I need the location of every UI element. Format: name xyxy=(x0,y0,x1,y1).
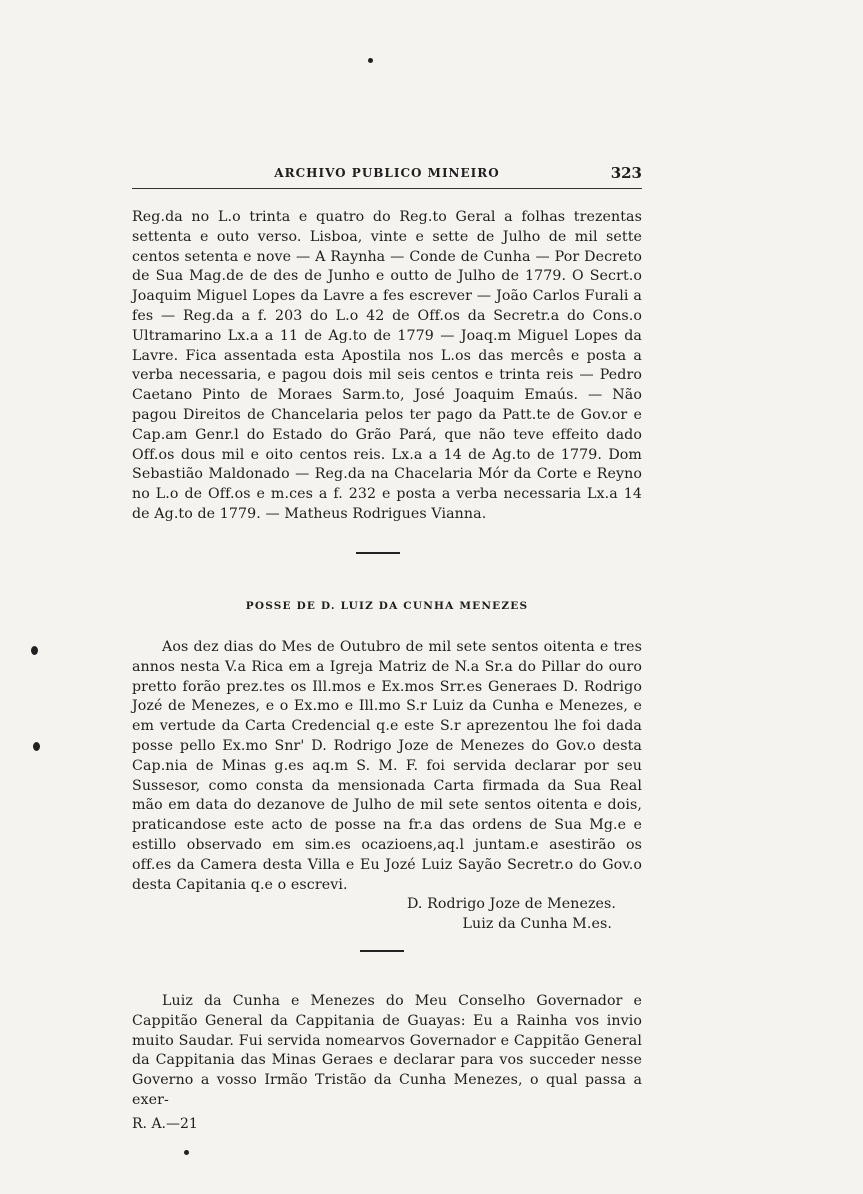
section-divider xyxy=(356,552,400,554)
ink-speck xyxy=(184,1150,189,1155)
paragraph-text: Luiz da Cunha e Menezes do Meu Conselho Governador e Cappitão General da Cappitania de Guayas: Eu a Rainha vos invio muito Saudar. Fui servida nomearvos Governador e Cappitão General da Cappitania das Minas Geraes e declarar para vos succeder nesse Governo a vosso Irmão Tristão da Cunha Menezes, o qual passa a exer- xyxy=(132,993,642,1108)
carta-paragraph xyxy=(132,992,642,1111)
apostila-paragraph xyxy=(132,208,642,525)
section-heading: POSSE DE D. LUIZ DA CUNHA MENEZES xyxy=(245,600,529,612)
page-header xyxy=(132,164,642,184)
header-rule xyxy=(132,188,642,189)
ink-speck xyxy=(368,58,373,63)
signature-rodrigo: D. Rodrigo Joze de Menezes. xyxy=(406,896,616,913)
posse-paragraph xyxy=(132,638,642,935)
paragraph-text: Reg.da no L.o trinta e quatro do Reg.to Geral a folhas trezentas settenta e outo verso. Lisboa, vinte e sette de Julho de mil sette centos setenta e nove — A Raynha — Conde de Cunha — Por Decreto de Sua Mag.de de des de Junho e outto de Julho de 1779. O Secrt.o Joaquim Miguel Lopes da Lavre a fes escrever — João Carlos Furali a fes — Reg.da a f. 203 do L.o 42 de Off.os da Secretr.a do Cons.o Ultramarino Lx.a a 11 de Ag.to de 1779 — Joaq.m Miguel Lopes da Lavre. Fica assentada esta Apostila nos L.os das mercês e posta a verba necessaria, e pagou dois mil seis centos e trinta reis — Pedro Caetano Pinto de Moraes Sarm.to, José Joaquim Emaús. — Não pagou Direitos de Chancelaria pelos ter pago da Patt.te de Gov.or e Cap.am Genr.l do Estado do Grão Pará, que não teve effeito dado Off.os dous mil e oito centos reis. Lx.a a 14 de Ag.to de 1779. Dom Sebastião Maldonado — Reg.da na Chacelaria Mór da Corte e Reyno no L.o de Off.os e m.ces a f. 232 e posta a verba necessaria Lx.a 14 de Ag.to de 1779. — Matheus Rodrigues Vianna. xyxy=(132,209,642,522)
ink-speck xyxy=(31,646,38,655)
paragraph-text: Aos dez dias do Mes de Outubro de mil sete sentos oitenta e tres annos nesta V.a Rica em a Igreja Matriz de N.a Sr.a do Pillar do ouro pretto forão prez.tes os Ill.mos e Ex.mos Srr.es Generaes D. Rodrigo Jozé de Menezes, e o Ex.mo e Ill.mo S.r Luiz da Cunha e Menezes, e em vertude da Carta Credencial q.e este S.r aprezentou lhe foi dada posse pello Ex.mo Snr' D. Rodrigo Joze de Menezes do Gov.o desta Cap.nia de Minas g.es aq.m S. M. F. foi servida declarar por seu Sussesor, como consta da mensionada Carta firmada da Sua Real mão em data do dezanove de Julho de mil sete sentos oitenta e dois, praticandose este acto de posse na fr.a das ordens de Sua Mg.e e estillo observado em sim.es ocazioens,aq.l juntam.e asestirão os off.es da Camera desta Villa e Eu Jozé Luiz Sayão Secretr.o do Gov.o desta Capitania q.e o escrevi. xyxy=(132,639,642,893)
signature-luiz: Luiz da Cunha M.es. xyxy=(462,916,612,933)
page-number: 323 xyxy=(610,164,642,182)
footer-signature: R. A.—21 xyxy=(132,1116,198,1132)
section-divider xyxy=(360,950,404,952)
running-title: ARCHIVO PUBLICO MINEIRO xyxy=(274,166,500,180)
ink-speck xyxy=(33,742,40,751)
